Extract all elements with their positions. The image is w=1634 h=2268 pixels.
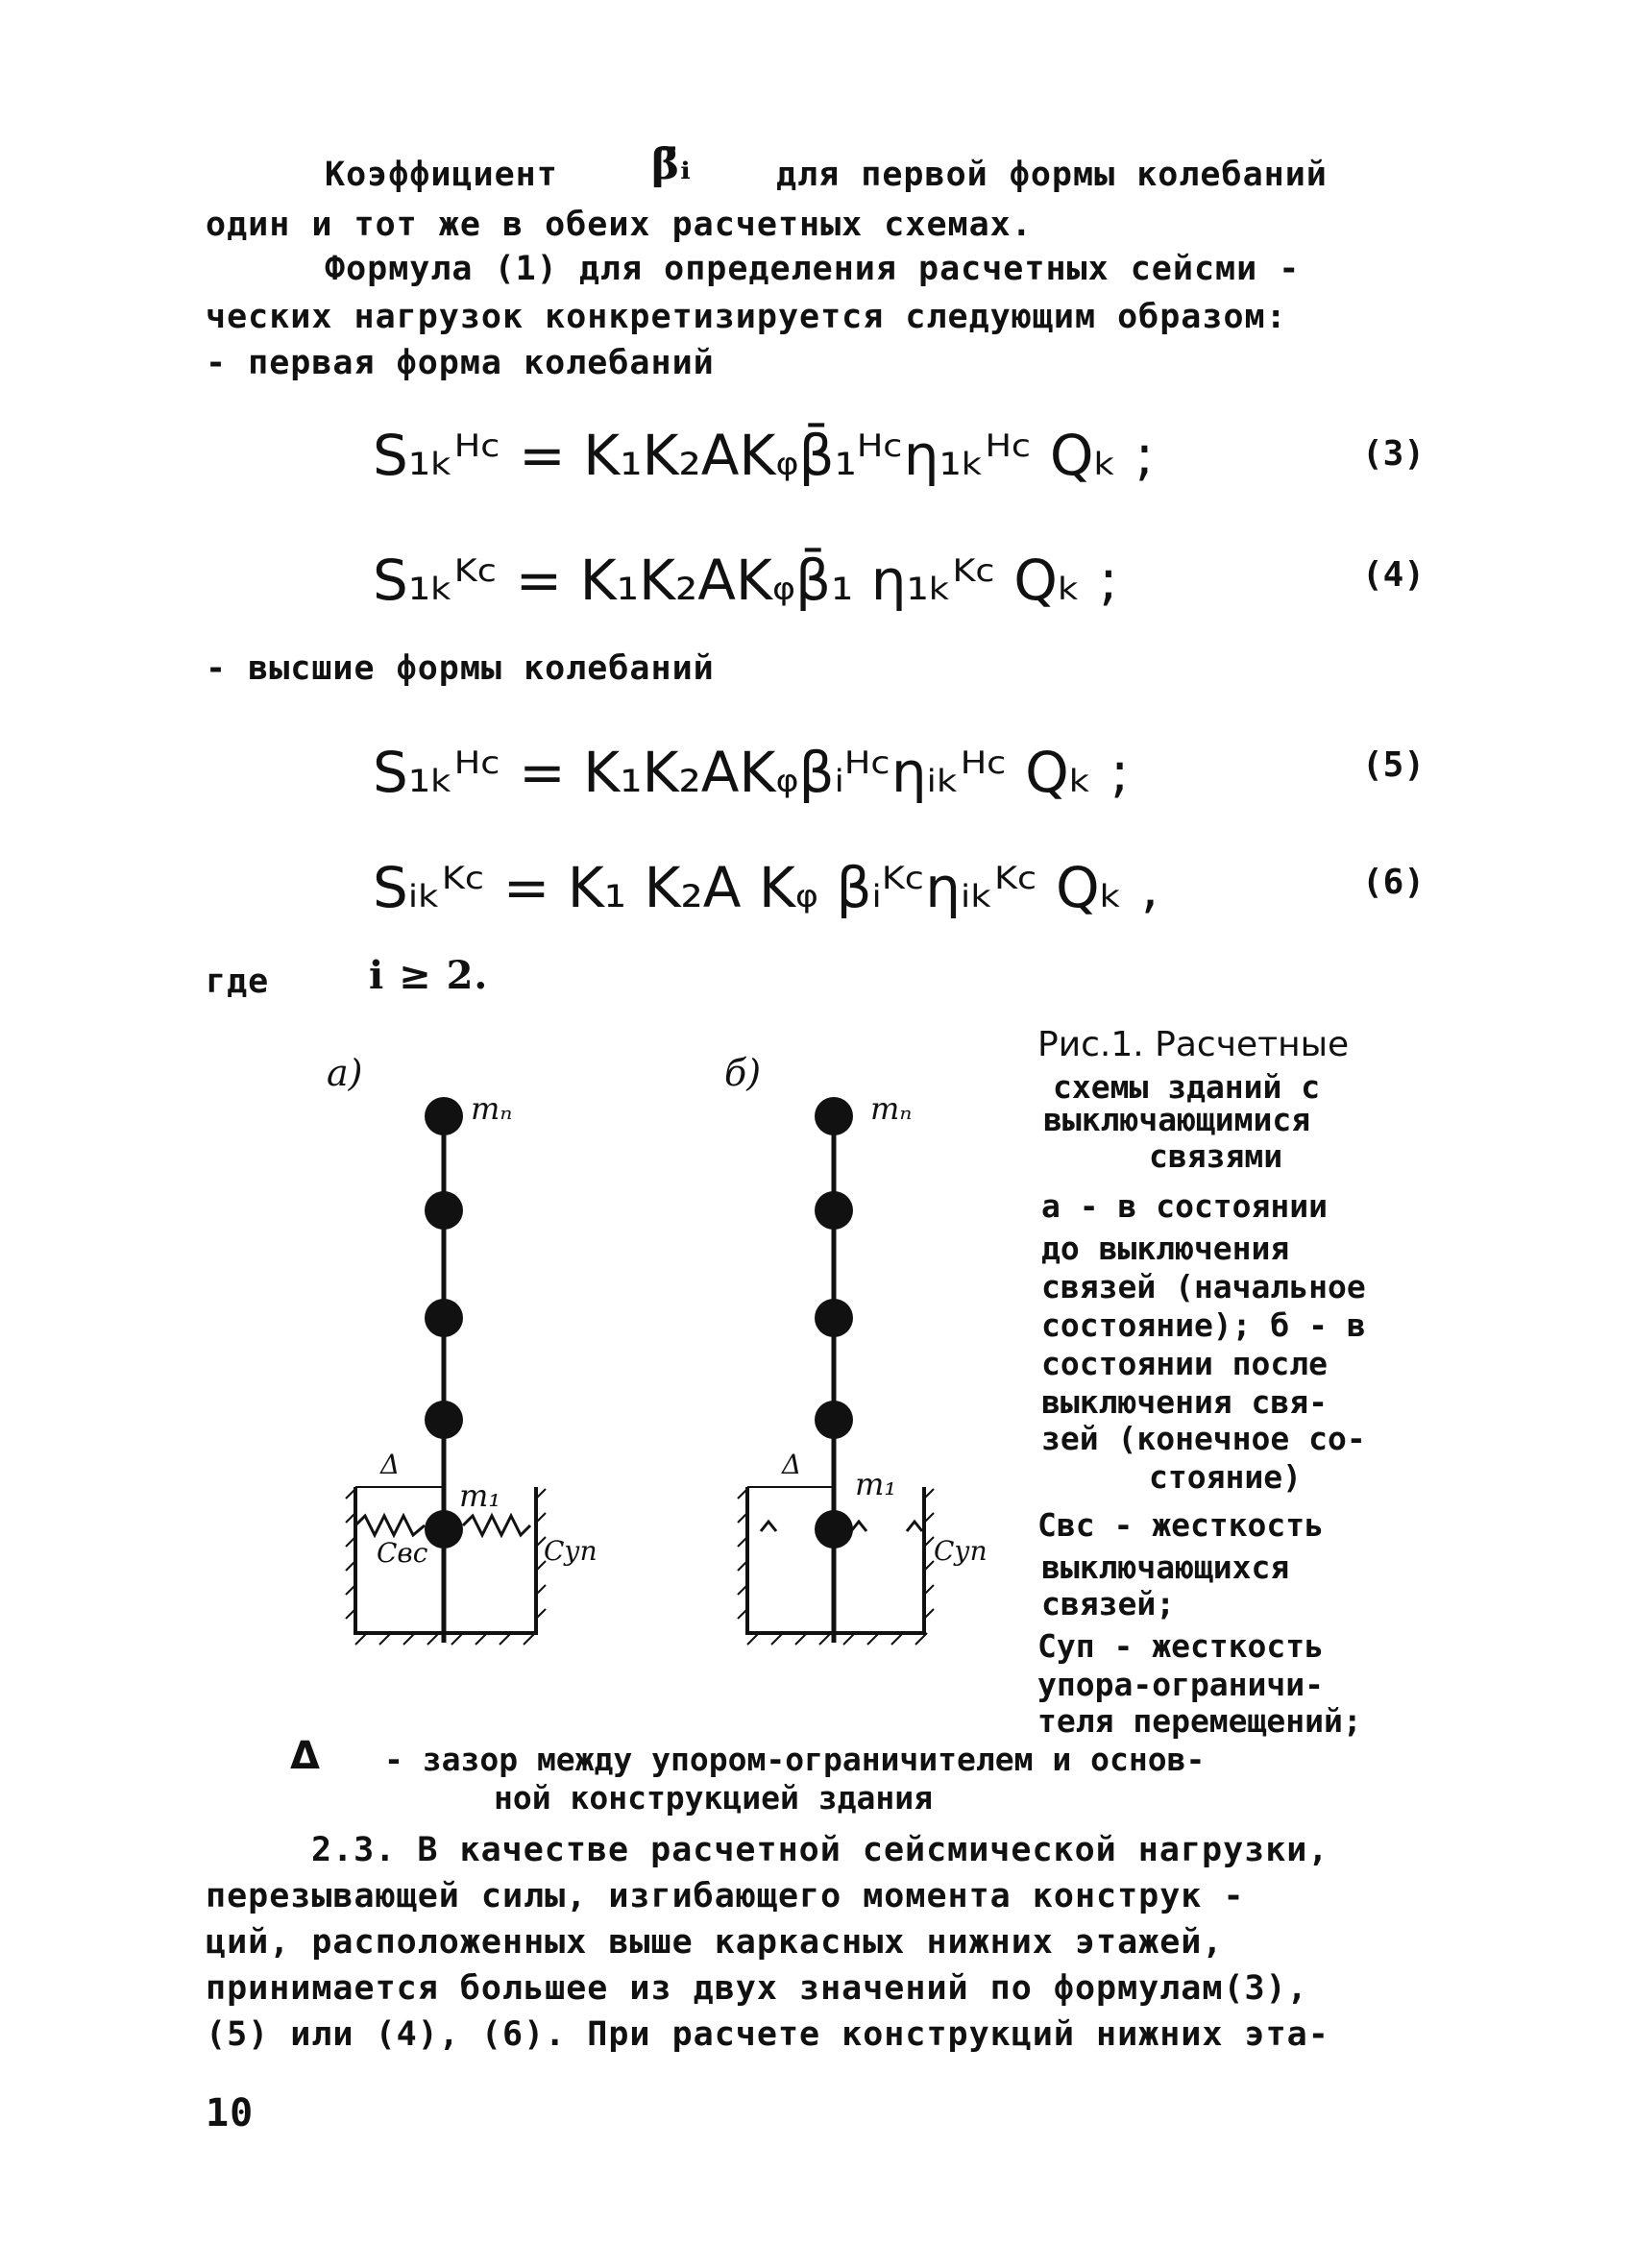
scheme-b-mass-n-label: mₙ: [870, 1090, 913, 1127]
formula-5-number: (5): [1362, 745, 1426, 785]
where-label: где: [206, 963, 270, 1001]
figure-caption-line: зей (конечное со-: [1041, 1420, 1366, 1457]
p1-line1-start: Коэффициент: [325, 156, 558, 194]
formula-5: S₁ₖᴴᶜ = K₁K₂AKᵩβᵢᴴᶜηᵢₖᴴᶜ Qₖ ;: [373, 740, 1130, 805]
scheme-a-mass: [425, 1401, 463, 1439]
scheme-a-mass-1-label: m₁: [459, 1477, 501, 1514]
section-2-3-line: 2.3. В качестве расчетной сейсмической нагрузки,: [311, 1831, 1329, 1869]
formula-6-number: (6): [1362, 863, 1426, 902]
scheme-b-diagram: [730, 1047, 1018, 1662]
formula-6: Sᵢₖᴷᶜ = K₁ K₂A Kᵩ βᵢᴷᶜηᵢₖᴷᶜ Qₖ ,: [373, 855, 1159, 920]
scheme-a-cup-label: Cуп: [544, 1535, 598, 1567]
scheme-b-label: б): [724, 1052, 762, 1094]
p2-line1: Формула (1) для определения расчетных сейсми -: [325, 250, 1301, 288]
where-condition: i ≥ 2.: [369, 953, 489, 998]
p1-line1-rest: для первой формы колебаний: [776, 156, 1328, 194]
figure-caption-line: ной конструкцией здания: [494, 1779, 933, 1817]
scheme-b-broken-link-right: [907, 1522, 922, 1531]
scheme-a-mass-n-label: mₙ: [471, 1090, 513, 1127]
figure-caption-line: связями: [1149, 1137, 1283, 1175]
p2-line2: ческих нагрузок конкретизируется следующим образом:: [206, 298, 1287, 336]
figure-caption-line: стояние): [1149, 1458, 1302, 1496]
figure-caption-line: связей (начальное: [1041, 1268, 1366, 1305]
figure-caption-line: состоянии после: [1041, 1345, 1329, 1382]
scheme-b-mass-n: [815, 1097, 853, 1135]
scheme-b-mass: [815, 1191, 853, 1230]
figure-caption-line: состояние); б - в: [1041, 1306, 1366, 1344]
figure-caption-line: выключающихся: [1041, 1549, 1290, 1586]
p1-beta-symbol: β̄ᵢ: [651, 140, 692, 189]
section-2-3-line: перезывающей силы, изгибающего момента конструк -: [206, 1877, 1245, 1915]
scheme-b-spring-stub: [851, 1522, 866, 1531]
section-2-3-line: (5) или (4), (6). При расчете конструкций нижних эта-: [206, 2015, 1329, 2054]
figure-caption-delta-symbol: Δ: [290, 1734, 320, 1778]
section-2-3-line: принимается большее из двух значений по формулам(3),: [206, 1969, 1308, 2008]
formula-4: S₁ₖᴷᶜ = K₁K₂AKᵩβ̄₁ η₁ₖᴷᶜ Qₖ ;: [373, 548, 1118, 613]
scheme-b-mass-1: [815, 1510, 853, 1549]
formula-4-number: (4): [1362, 555, 1426, 595]
scheme-b-mass: [815, 1401, 853, 1439]
scheme-b-cup-label: Cуп: [934, 1535, 988, 1567]
scheme-a-mass-n: [425, 1097, 463, 1135]
figure-caption-line: выключения свя-: [1041, 1383, 1329, 1421]
page-number: 10: [206, 2091, 255, 2135]
scheme-b-mass: [815, 1299, 853, 1337]
figure-caption-cup: Cуп - жесткость: [1037, 1627, 1325, 1665]
scheme-a-spring-up: [463, 1516, 530, 1535]
formula-3-number: (3): [1362, 434, 1426, 474]
scheme-a-mass: [425, 1191, 463, 1230]
scheme-a-label: a): [327, 1052, 363, 1094]
scheme-a-mass-1: [425, 1510, 463, 1549]
figure-caption-line: схемы зданий с: [1053, 1068, 1321, 1106]
scheme-a-cbc-label: Cвс: [377, 1537, 428, 1569]
scheme-b-delta-label: Δ: [782, 1449, 802, 1480]
scheme-a-spring-bc: [355, 1516, 425, 1535]
formula-3: S₁ₖᴴᶜ = K₁K₂AKᵩβ̄₁ᴴᶜη₁ₖᴴᶜ Qₖ ;: [373, 423, 1155, 488]
scheme-b-mass-1-label: m₁: [855, 1466, 897, 1502]
p3-line1: - высшие формы колебаний: [206, 649, 715, 688]
scheme-b-broken-link-left: [761, 1522, 776, 1531]
section-2-3-line: ций, расположенных выше каркасных нижних этажей,: [206, 1923, 1224, 1962]
figure-caption-cbc: Cвс - жесткость: [1037, 1506, 1325, 1544]
scheme-a-diagram: [327, 1047, 615, 1662]
scheme-a-mass: [425, 1299, 463, 1337]
figure-caption-line: а - в состоянии: [1041, 1187, 1329, 1225]
figure-caption-line: - зазор между упором-ограничителем и основ-: [384, 1741, 1206, 1778]
figure-caption-line: связей;: [1041, 1585, 1176, 1622]
figure-caption-line: выключающимися: [1043, 1101, 1311, 1138]
figure-caption-line: теля перемещений;: [1037, 1702, 1362, 1740]
p1-line2: один и тот же в обеих расчетных схемах.: [206, 206, 1033, 244]
figure-caption-line: упора-ограничи-: [1037, 1666, 1325, 1703]
figure-caption-line: до выключения: [1041, 1230, 1290, 1267]
figure-caption-title: Рис.1. Расчетные: [1037, 1025, 1350, 1064]
scheme-a-delta-label: Δ: [380, 1449, 401, 1480]
p2-line3: - первая форма колебаний: [206, 344, 715, 382]
